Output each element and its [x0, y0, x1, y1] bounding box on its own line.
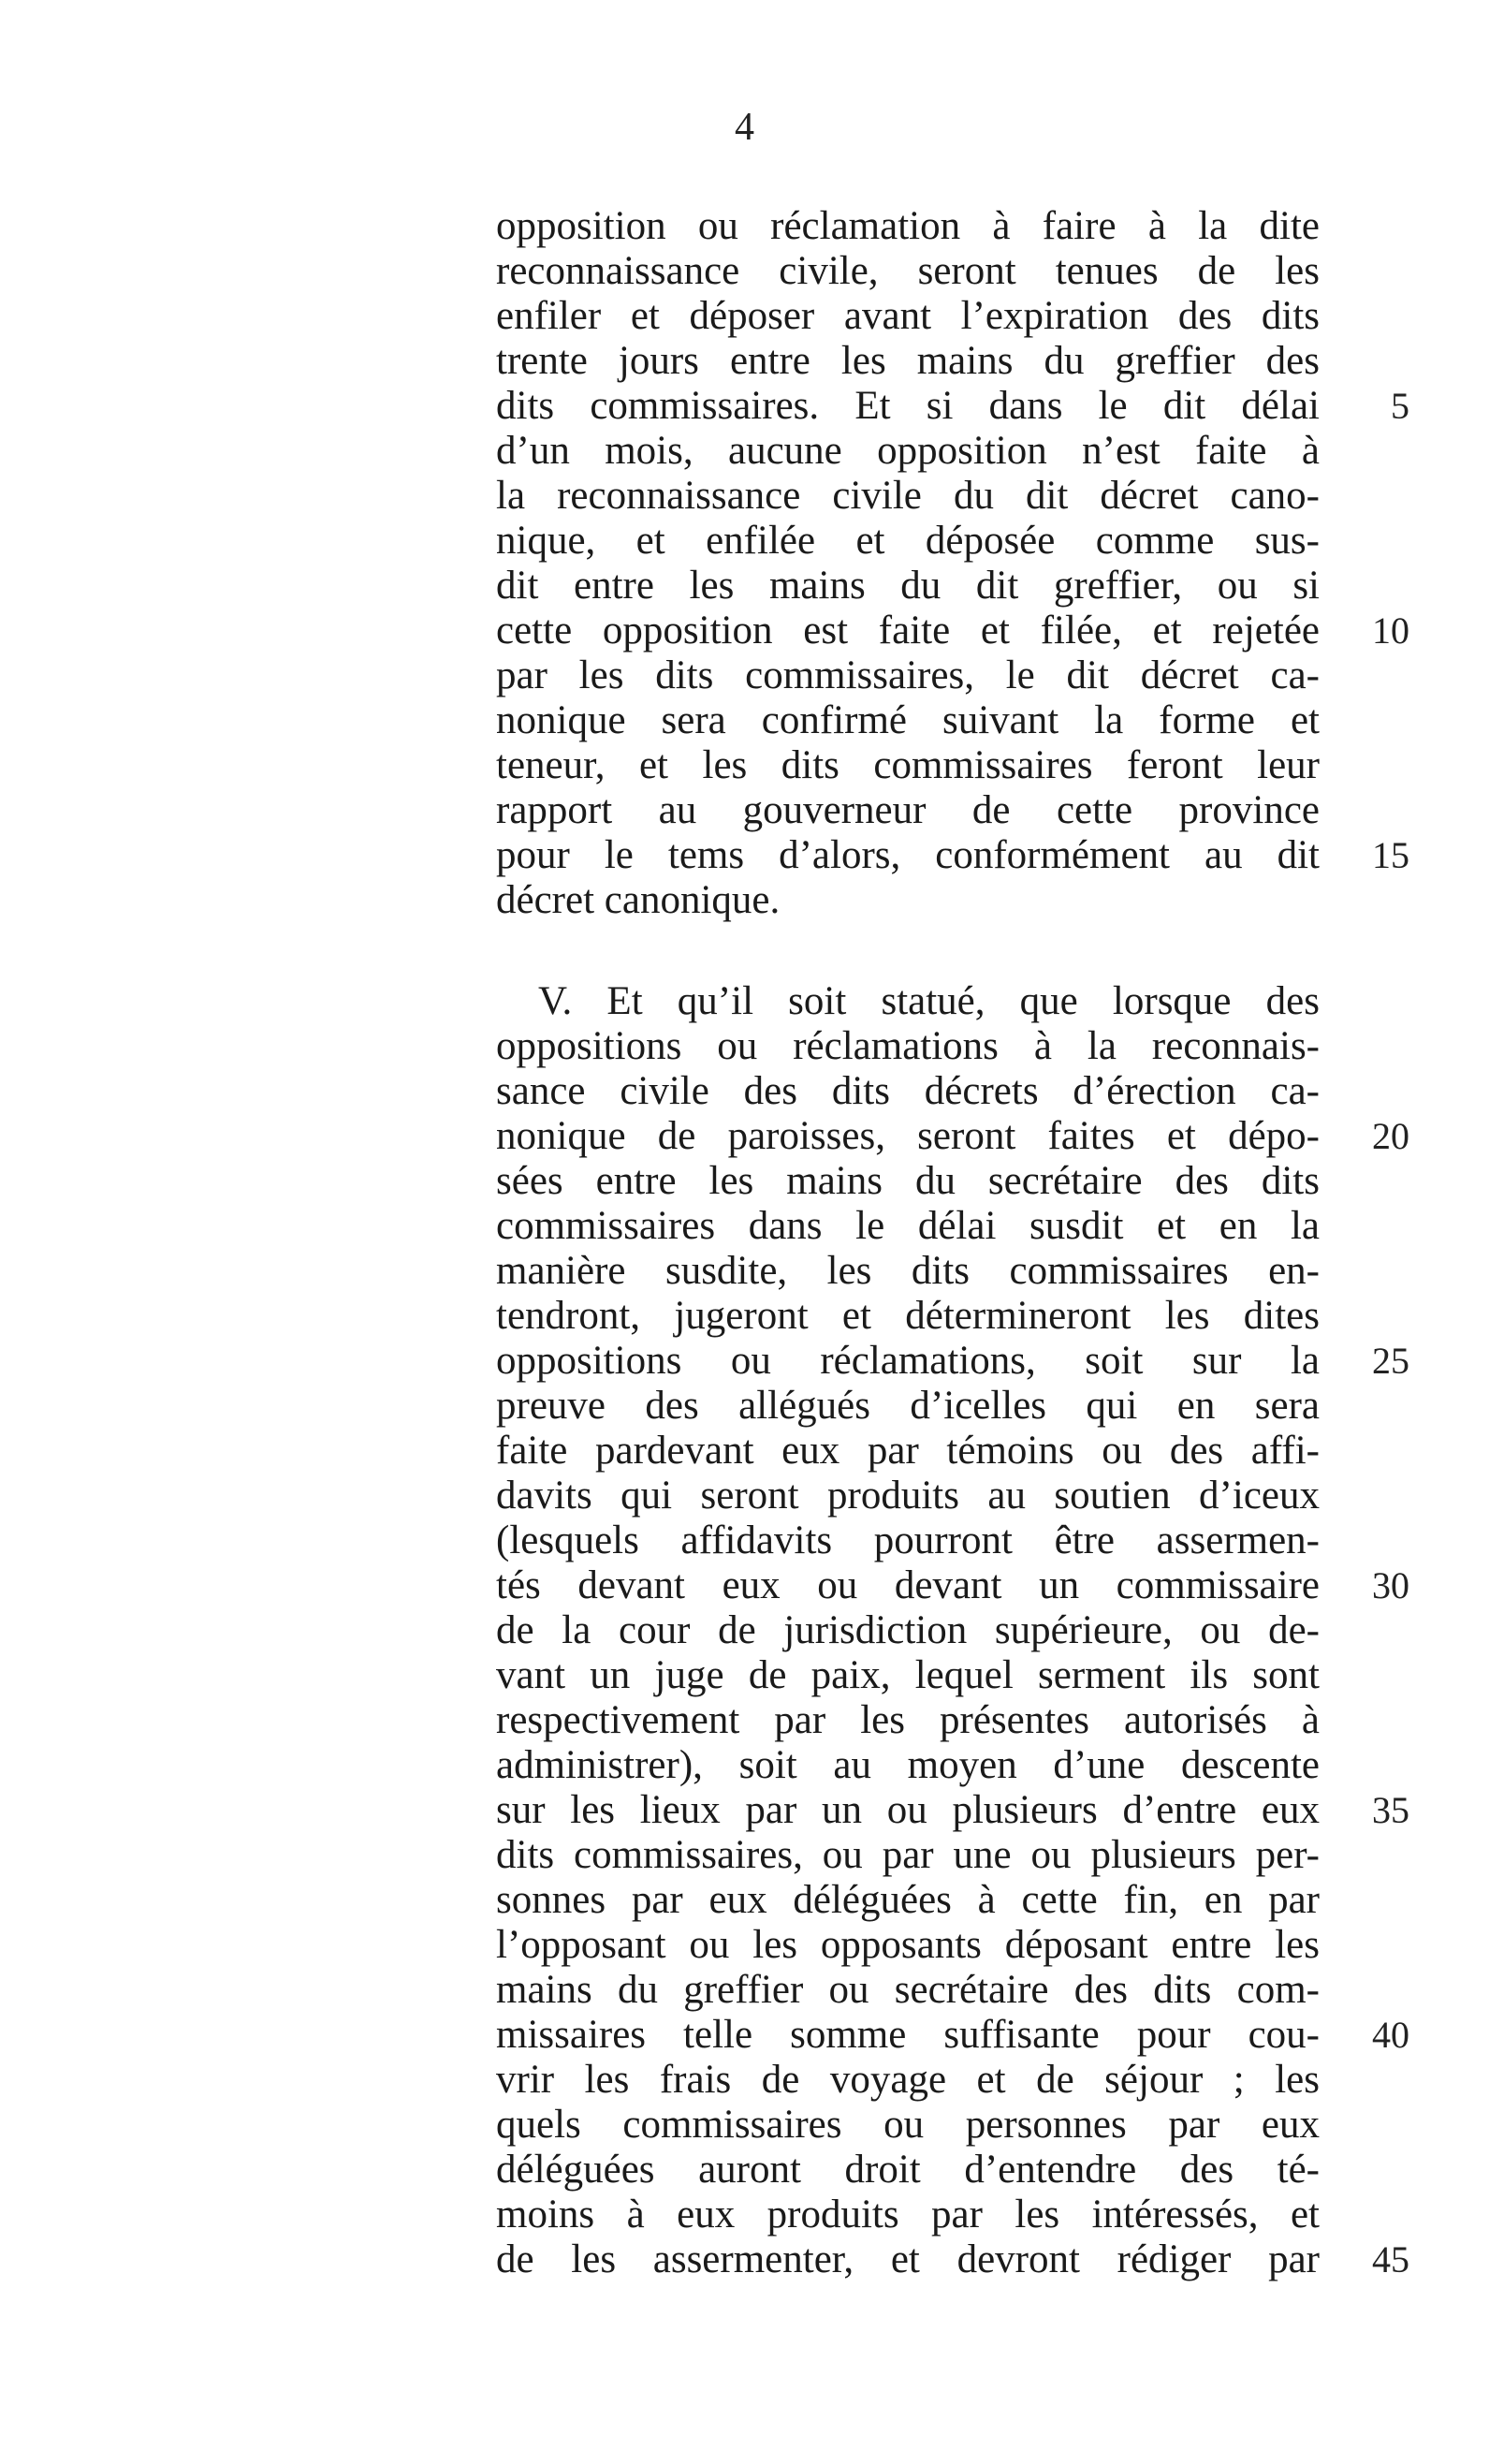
text-line: par les dits commissaires, le dit décret ca- [496, 653, 1320, 697]
line-number: 10 [1372, 609, 1409, 652]
text-line: cette opposition est faite et filée, et rejetée [496, 609, 1320, 653]
line-number: 40 [1372, 2014, 1409, 2056]
text-line: déléguées auront droit d’entendre des té- [496, 2148, 1320, 2192]
text-line: enfiler et déposer avant l’expiration des dits [496, 294, 1320, 338]
text-line: dit entre les mains du dit greffier, ou si [496, 564, 1320, 608]
text-line: l’opposant ou les opposants déposant entre les [496, 1923, 1320, 1967]
line-number: 5 [1391, 385, 1409, 427]
text-line: missaires telle somme suffisante pour cou- [496, 2013, 1320, 2057]
text-line: dits commissaires. Et si dans le dit délai [496, 384, 1320, 428]
line-number: 25 [1372, 1340, 1409, 1382]
text-line: rapport au gouverneur de cette province [496, 788, 1320, 832]
text-line: vrir les frais de voyage et de séjour ; les [496, 2058, 1320, 2102]
text-line: sance civile des dits décrets d’érection ca- [496, 1069, 1320, 1113]
text-line: nique, et enfilée et déposée comme sus- [496, 519, 1320, 563]
line-number: 45 [1372, 2238, 1409, 2281]
line-number: 30 [1372, 1564, 1409, 1606]
text-line: oppositions ou réclamations à la reconnais- [496, 1024, 1320, 1068]
text-line: commissaires dans le délai susdit et en la [496, 1204, 1320, 1248]
text-line: preuve des allégués d’icelles qui en sera [496, 1384, 1320, 1428]
text-line: sonnes par eux déléguées à cette fin, en par [496, 1878, 1320, 1922]
text-line: dits commissaires, ou par une ou plusieurs per- [496, 1833, 1320, 1877]
text-line: moins à eux produits par les intéressés, et [496, 2193, 1320, 2237]
text-line: opposition ou réclamation à faire à la dite [496, 204, 1320, 248]
text-line: oppositions ou réclamations, soit sur la [496, 1339, 1320, 1383]
text-line: teneur, et les dits commissaires feront leur [496, 743, 1320, 787]
line-number: 15 [1372, 834, 1409, 876]
text-line: de la cour de jurisdiction supérieure, ou de- [496, 1608, 1320, 1652]
line-number: 35 [1372, 1789, 1409, 1831]
text-line: faite pardevant eux par témoins ou des affi- [496, 1429, 1320, 1473]
text-line: V. Et qu’il soit statué, que lorsque des [538, 979, 1320, 1023]
text-line: nonique de paroisses, seront faites et dépo- [496, 1114, 1320, 1158]
text-line: d’un mois, aucune opposition n’est faite à [496, 429, 1320, 473]
text-line: manière susdite, les dits commissaires en- [496, 1249, 1320, 1293]
line-number: 20 [1372, 1115, 1409, 1157]
text-line: tendront, jugeront et détermineront les dites [496, 1294, 1320, 1338]
text-line: sur les lieux par un ou plusieurs d’entre eux [496, 1788, 1320, 1832]
text-line: davits qui seront produits au soutien d’iceux [496, 1474, 1320, 1518]
text-line: décret canonique. [496, 878, 781, 922]
page-number: 4 [735, 106, 754, 149]
text-line: nonique sera confirmé suivant la forme et [496, 698, 1320, 742]
text-line: sées entre les mains du secrétaire des dits [496, 1159, 1320, 1203]
text-line: reconnaissance civile, seront tenues de les [496, 249, 1320, 293]
text-line: (lesquels affidavits pourront être assermen- [496, 1518, 1320, 1562]
text-line: respectivement par les présentes autorisés à [496, 1698, 1320, 1742]
text-line: administrer), soit au moyen d’une descente [496, 1743, 1320, 1787]
text-line: mains du greffier ou secrétaire des dits com- [496, 1968, 1320, 2012]
text-line: vant un juge de paix, lequel serment ils sont [496, 1653, 1320, 1697]
text-line: trente jours entre les mains du greffier des [496, 339, 1320, 383]
text-line: pour le tems d’alors, conformément au dit [496, 833, 1320, 877]
text-line: de les assermenter, et devront rédiger par [496, 2237, 1320, 2281]
text-line: la reconnaissance civile du dit décret cano- [496, 474, 1320, 518]
text-line: tés devant eux ou devant un commissaire [496, 1563, 1320, 1607]
text-line: quels commissaires ou personnes par eux [496, 2103, 1320, 2147]
